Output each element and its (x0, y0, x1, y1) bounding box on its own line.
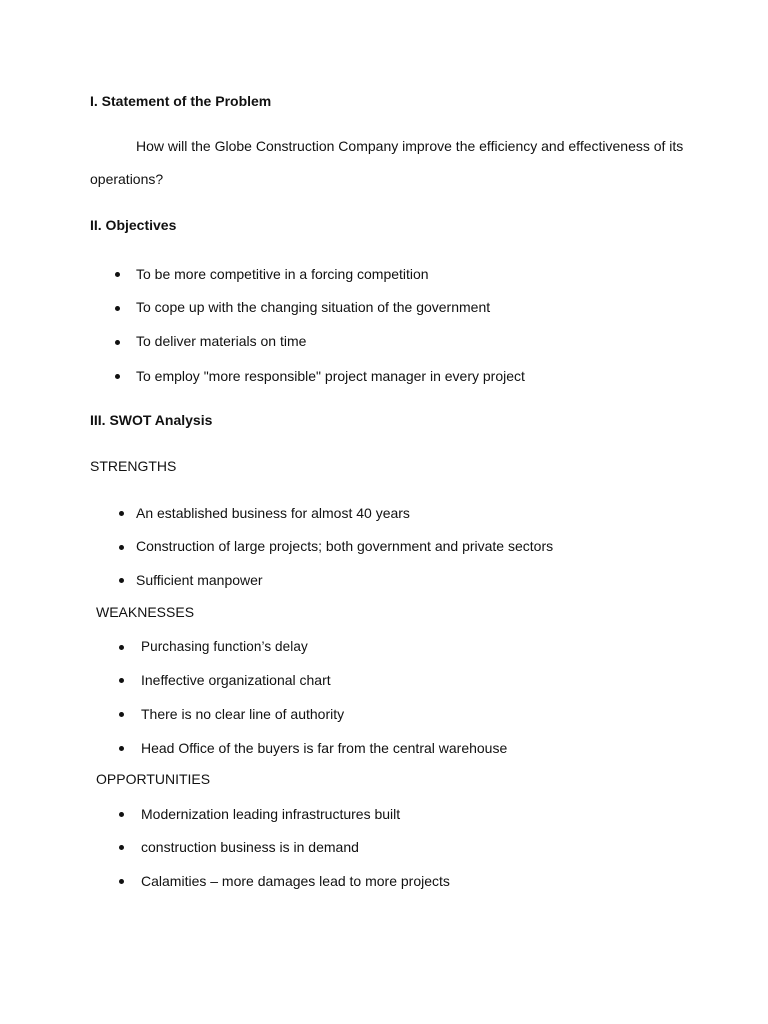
bullet-icon (119, 645, 124, 650)
opportunity-item: Modernization leading infrastructures built (141, 806, 401, 822)
bullet-icon (115, 272, 120, 277)
strength-item: Sufficient manpower (136, 572, 263, 588)
strength-item: Construction of large projects; both government and private sectors (136, 538, 554, 554)
swot-heading: III. SWOT Analysis (90, 412, 213, 428)
problem-heading: I. Statement of the Problem (90, 93, 272, 109)
bullet-icon (115, 374, 120, 379)
objective-item: To employ "more responsible" project manager in every project (136, 368, 525, 384)
bullet-icon (119, 578, 124, 583)
bullet-icon (119, 812, 124, 817)
bullet-icon (119, 712, 124, 717)
strengths-label: STRENGTHS (90, 458, 177, 474)
objectives-heading: II. Objectives (90, 217, 177, 233)
bullet-icon (119, 678, 124, 683)
weakness-item: Head Office of the buyers is far from the central warehouse (141, 740, 508, 756)
weakness-item: Purchasing function’s delay (141, 639, 308, 654)
objective-item: To cope up with the changing situation of the government (136, 299, 491, 315)
weakness-item: There is no clear line of authority (141, 706, 345, 722)
strength-item: An established business for almost 40 years (136, 505, 410, 521)
bullet-icon (119, 845, 124, 850)
bullet-icon (115, 340, 120, 345)
bullet-icon (119, 746, 124, 751)
objective-item: To deliver materials on time (136, 333, 307, 349)
bullet-icon (119, 879, 124, 884)
problem-text-line-2: operations? (90, 171, 164, 187)
bullet-icon (115, 306, 120, 311)
problem-text-line-1: How will the Globe Construction Company improve the efficiency and effectiveness of its (136, 138, 684, 154)
opportunity-item: construction business is in demand (141, 839, 359, 855)
bullet-icon (119, 511, 124, 516)
bullet-icon (119, 545, 124, 550)
opportunity-item: Calamities – more damages lead to more projects (141, 873, 450, 889)
weakness-item: Ineffective organizational chart (141, 672, 331, 688)
opportunities-label: OPPORTUNITIES (96, 771, 211, 787)
objective-item: To be more competitive in a forcing competition (136, 266, 429, 282)
weaknesses-label: WEAKNESSES (96, 604, 195, 620)
